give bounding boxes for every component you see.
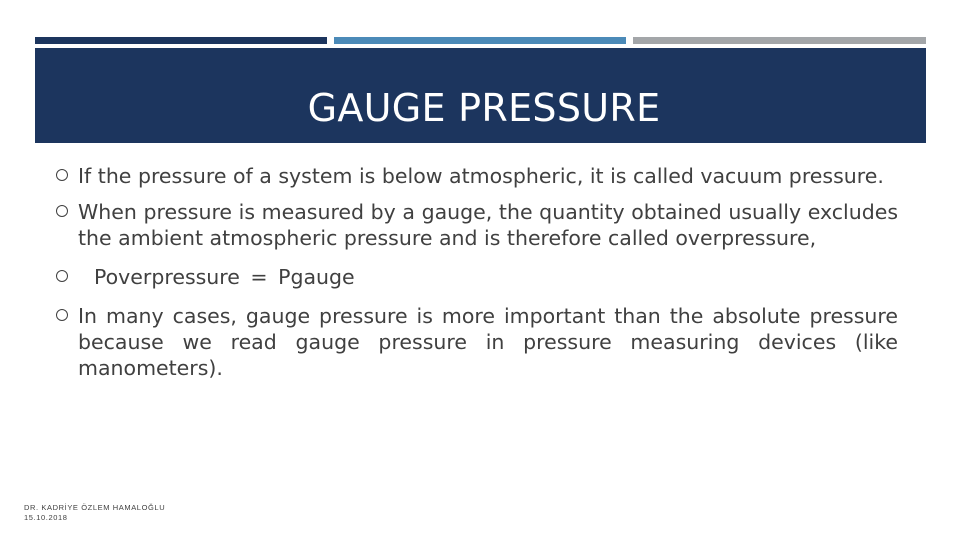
accent-bar-gray [633, 37, 926, 44]
bullet-item-importance [56, 303, 898, 381]
hollow-circle-icon [56, 169, 68, 181]
footer-date: 15.10.2018 [24, 513, 68, 522]
bullet-list [56, 163, 898, 391]
accent-bar-dark [35, 37, 327, 44]
bullet-item-vacuum [56, 163, 898, 189]
formula-text: Poverpressure = Pgauge [94, 265, 355, 289]
accent-bar-blue [334, 37, 626, 44]
bullet-text: If the pressure of a system is below atmospheric, it is called vacuum pressure. [78, 164, 884, 188]
footer-author: DR. KADRİYE ÖZLEM HAMALOĞLU [24, 503, 166, 512]
hollow-circle-icon [56, 270, 68, 282]
bullet-item-overpressure [56, 199, 898, 251]
bullet-text: In many cases, gauge pressure is more important than the absolute pressure because we read gauge pressure in pressure measuring devices (like manometers). [78, 304, 898, 380]
hollow-circle-icon [56, 309, 68, 321]
slide-footer [24, 503, 165, 523]
bullet-text: When pressure is measured by a gauge, the quantity obtained usually excludes the ambient atmospheric pressure and is therefore called overpressure, [78, 200, 898, 250]
hollow-circle-icon [56, 205, 68, 217]
slide-title: GAUGE PRESSURE [307, 86, 661, 130]
bullet-item-formula [56, 264, 898, 290]
